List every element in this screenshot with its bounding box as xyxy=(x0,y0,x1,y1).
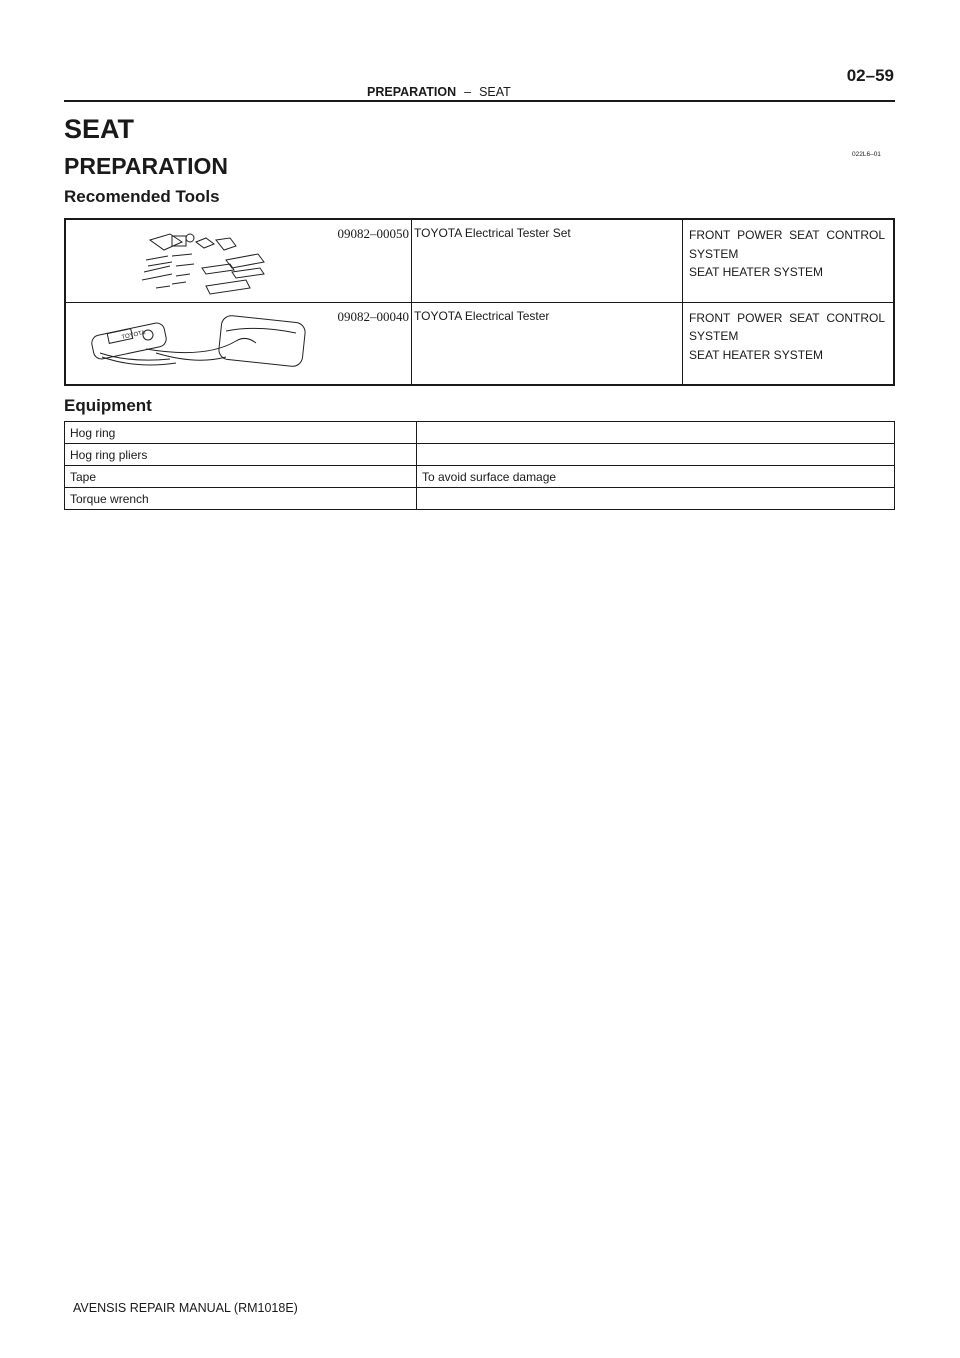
header-rule xyxy=(64,100,895,102)
tool-use-word: FRONT xyxy=(689,228,731,242)
svg-text:TOYOTA: TOYOTA xyxy=(121,329,147,341)
page-title: SEAT xyxy=(64,114,135,144)
equipment-note xyxy=(417,422,895,444)
header-separator: – xyxy=(464,85,472,99)
recommended-tools-heading: Recomended Tools xyxy=(64,187,220,206)
equipment-name: Tape xyxy=(65,466,417,488)
equipment-table xyxy=(64,421,895,510)
table-row xyxy=(65,219,894,302)
tool-use-cell xyxy=(683,302,895,385)
tool-use-word: SEAT xyxy=(789,228,820,242)
part-number: 09082–00050 xyxy=(337,226,409,241)
tool-use-line: SEAT HEATER SYSTEM xyxy=(689,347,824,362)
table-row xyxy=(65,444,895,466)
tool-name: TOYOTA Electrical Tester Set xyxy=(412,219,683,302)
part-number: 09082–00040 xyxy=(337,308,409,324)
equipment-name: Hog ring xyxy=(65,422,417,444)
running-header xyxy=(367,85,511,99)
tool-use-line: SYSTEM xyxy=(689,246,739,261)
table-row xyxy=(65,466,895,488)
table-row xyxy=(65,302,894,385)
header-section: PREPARATION xyxy=(367,85,457,99)
tool-use-word: FRONT xyxy=(689,310,731,325)
table-row xyxy=(65,488,895,510)
equipment-name: Torque wrench xyxy=(65,488,417,510)
tool-use-line: SEAT HEATER SYSTEM xyxy=(689,265,824,279)
tool-use-word: SEAT xyxy=(789,310,820,325)
equipment-name: Hog ring pliers xyxy=(65,444,417,466)
tool-use-word: CONTROL xyxy=(826,310,885,325)
equipment-note xyxy=(417,488,895,510)
tool-use-line xyxy=(689,309,885,328)
tool-image-cell xyxy=(65,219,412,302)
tester-set-icon xyxy=(86,226,326,298)
tool-use-line xyxy=(689,226,885,245)
tool-use-word: POWER xyxy=(737,228,783,242)
page-number: 02–59 xyxy=(846,66,894,85)
equipment-heading: Equipment xyxy=(64,396,152,415)
tool-image-cell xyxy=(65,302,412,385)
figure-code: 022L6–01 xyxy=(852,151,881,158)
equipment-note xyxy=(417,444,895,466)
header-topic: SEAT xyxy=(479,85,511,99)
tool-use-line: SYSTEM xyxy=(689,329,739,343)
section-heading: PREPARATION xyxy=(64,153,228,179)
page-footer: AVENSIS REPAIR MANUAL (RM1018E) xyxy=(73,1301,298,1315)
multimeter-icon xyxy=(86,309,326,381)
tool-use-cell xyxy=(683,219,895,302)
tool-use-word: POWER xyxy=(737,310,783,325)
recommended-tools-table xyxy=(64,218,895,386)
table-row xyxy=(65,422,895,444)
equipment-note: To avoid surface damage xyxy=(417,466,895,488)
tool-use-word: CONTROL xyxy=(826,228,885,242)
tool-name: TOYOTA Electrical Tester xyxy=(412,302,683,385)
